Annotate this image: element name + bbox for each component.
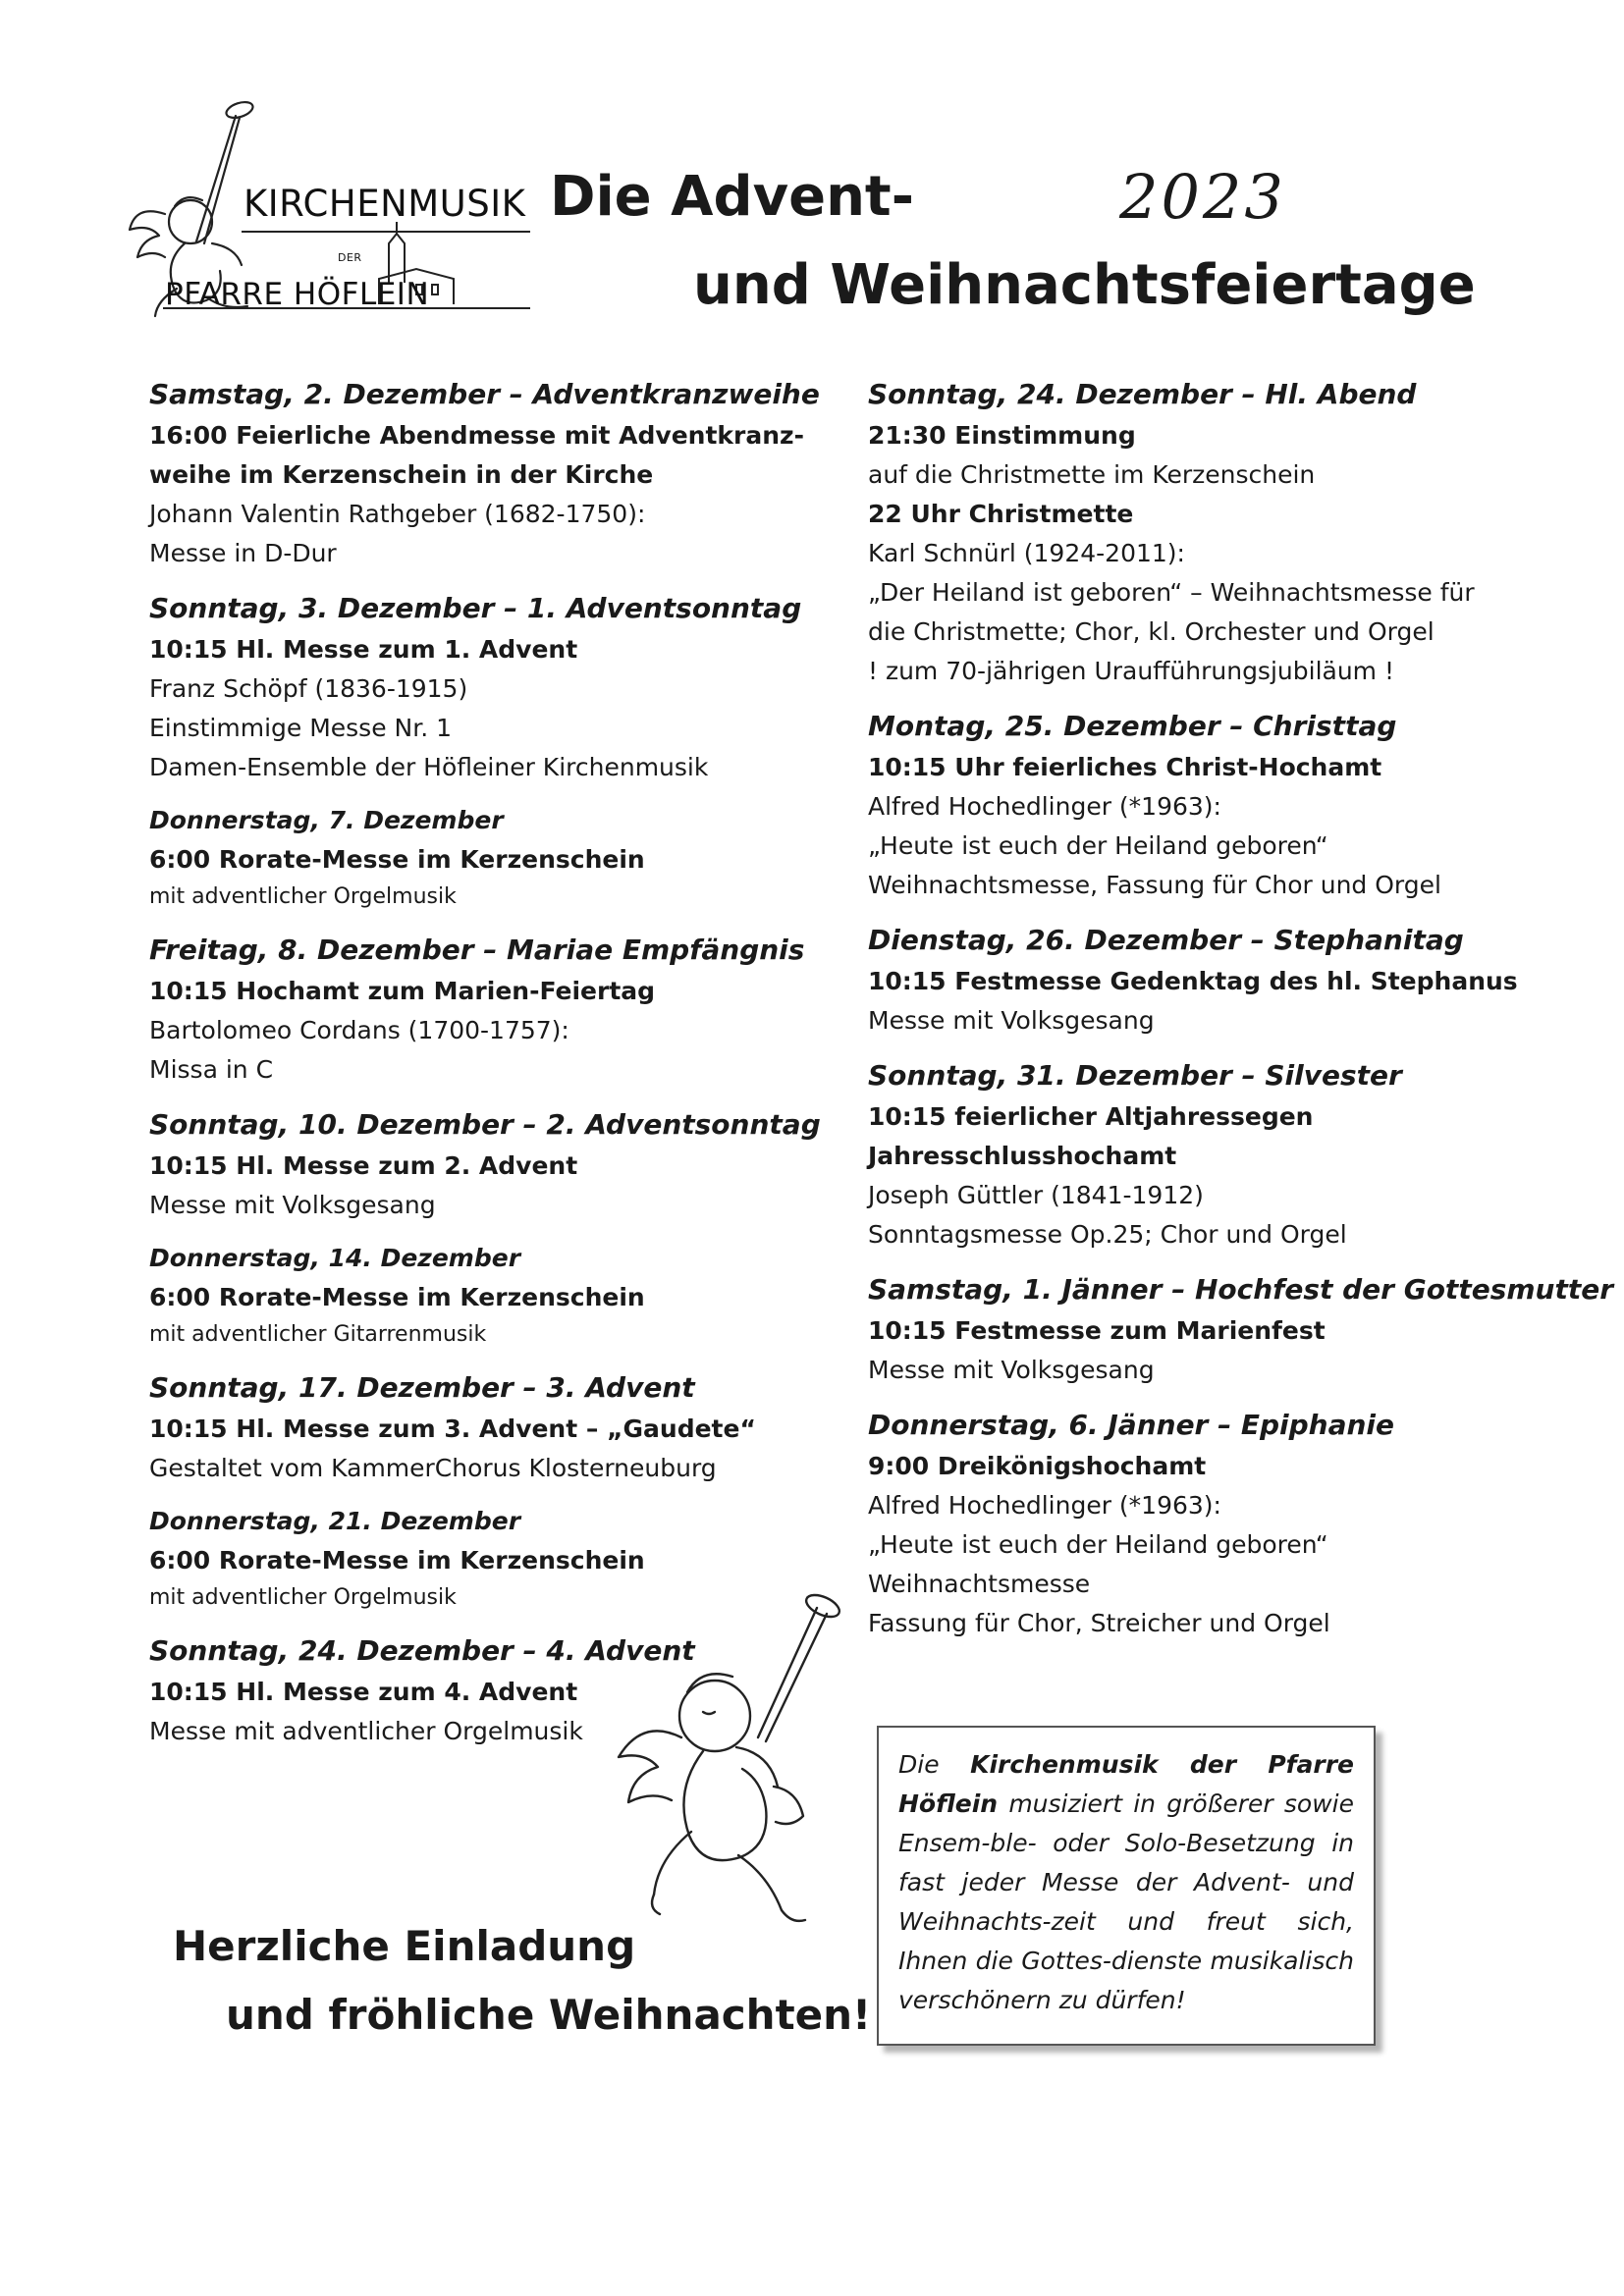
info-box-text: musiziert in größerer sowie Ensem-ble- oder Solo-Besetzung in fast jeder Messe der Advent- und Weihnachts-zeit und freut sich, Ihnen die Gottes-dienste musikalisch verschönern zu dürfen! <box>898 1789 1354 2014</box>
event-line: 10:15 Hl. Messe zum 4. Advent <box>149 1678 578 1706</box>
event-block <box>149 1239 876 1353</box>
event-block <box>868 1268 1614 1390</box>
event-line: Johann Valentin Rathgeber (1682-1750): <box>149 500 646 528</box>
event-block <box>868 1404 1595 1643</box>
event-line: auf die Christmette im Kerzenschein <box>868 460 1316 489</box>
event-line: mit adventlicher Gitarrenmusik <box>149 1322 487 1347</box>
event-line: 6:00 Rorate-Messe im Kerzenschein <box>149 1283 645 1311</box>
event-line: Messe in D-Dur <box>149 539 337 567</box>
info-box-prefix: Die <box>898 1750 971 1779</box>
event-line: Weihnachtsmesse, Fassung für Chor und Orgel <box>868 871 1441 899</box>
event-line: 6:00 Rorate-Messe im Kerzenschein <box>149 845 645 874</box>
page-title-line1: Die Advent- <box>550 165 914 229</box>
event-heading: Sonntag, 3. Dezember – 1. Adventsonntag <box>149 592 802 624</box>
event-heading: Sonntag, 31. Dezember – Silvester <box>868 1059 1402 1092</box>
event-line: Messe mit Volksgesang <box>868 1006 1155 1035</box>
event-line: 10:15 Uhr feierliches Christ-Hochamt <box>868 753 1382 781</box>
event-block <box>149 1366 876 1488</box>
event-line: „Heute ist euch der Heiland geboren“ <box>868 1530 1328 1559</box>
event-line: mit adventlicher Orgelmusik <box>149 884 457 909</box>
event-block <box>868 705 1595 905</box>
event-block <box>868 1054 1595 1255</box>
event-line: 16:00 Feierliche Abendmesse mit Adventkranz- <box>149 421 804 450</box>
event-line: 10:15 feierlicher Altjahressegen <box>868 1102 1314 1131</box>
event-block <box>149 801 876 915</box>
event-heading: Sonntag, 24. Dezember – Hl. Abend <box>868 378 1417 410</box>
event-line: Weihnachtsmesse <box>868 1570 1091 1598</box>
event-heading: Donnerstag, 21. Dezember <box>149 1507 521 1535</box>
event-line: Alfred Hochedlinger (*1963): <box>868 1491 1221 1520</box>
event-heading: Dienstag, 26. Dezember – Stephanitag <box>868 924 1464 956</box>
event-line: Joseph Güttler (1841-1912) <box>868 1181 1204 1209</box>
event-heading: Sonntag, 24. Dezember – 4. Advent <box>149 1634 695 1667</box>
invitation-line2: und fröhliche Weihnachten! <box>226 1991 872 2039</box>
event-heading: Donnerstag, 14. Dezember <box>149 1244 521 1272</box>
event-line: ! zum 70-jährigen Uraufführungsjubiläum ! <box>868 657 1394 685</box>
event-line: weihe im Kerzenschein in der Kirche <box>149 460 654 489</box>
logo-text-pfarre: PFARRE HÖFLEIN <box>165 277 430 312</box>
logo-text-kirchenmusik: KIRCHENMUSIK <box>244 183 526 225</box>
event-heading: Donnerstag, 6. Jänner – Epiphanie <box>868 1409 1395 1441</box>
event-line: 10:15 Hochamt zum Marien-Feiertag <box>149 977 656 1005</box>
event-line: Einstimmige Messe Nr. 1 <box>149 714 453 742</box>
event-line: Messe mit adventlicher Orgelmusik <box>149 1717 583 1745</box>
event-line: mit adventlicher Orgelmusik <box>149 1585 457 1610</box>
event-line: Gestaltet vom KammerChorus Klosterneuburg <box>149 1454 717 1482</box>
event-line: Alfred Hochedlinger (*1963): <box>868 792 1221 821</box>
event-line: 9:00 Dreikönigshochamt <box>868 1452 1207 1480</box>
event-heading: Donnerstag, 7. Dezember <box>149 806 504 834</box>
event-heading: Freitag, 8. Dezember – Mariae Empfängnis <box>149 934 805 966</box>
event-line: Messe mit Volksgesang <box>149 1191 436 1219</box>
event-line: Bartolomeo Cordans (1700-1757): <box>149 1016 569 1044</box>
event-line: 10:15 Hl. Messe zum 3. Advent – „Gaudete“ <box>149 1415 756 1443</box>
page-year: 2023 <box>1119 161 1286 233</box>
schedule-right-column <box>868 373 1614 1657</box>
event-line: Fassung für Chor, Streicher und Orgel <box>868 1609 1330 1637</box>
event-heading: Sonntag, 10. Dezember – 2. Adventsonntag <box>149 1108 821 1141</box>
event-line: 10:15 Hl. Messe zum 2. Advent <box>149 1151 578 1180</box>
event-heading: Montag, 25. Dezember – Christtag <box>868 710 1397 742</box>
invitation-line1: Herzliche Einladung <box>173 1922 636 1970</box>
event-line: Damen-Ensemble der Höfleiner Kirchenmusik <box>149 753 709 781</box>
event-line: 10:15 Festmesse zum Marienfest <box>868 1316 1326 1345</box>
event-block <box>149 929 876 1090</box>
event-line: Jahresschlusshochamt <box>868 1142 1177 1170</box>
event-heading: Sonntag, 17. Dezember – 3. Advent <box>149 1371 695 1404</box>
event-line: die Christmette; Chor, kl. Orchester und Orgel <box>868 617 1435 646</box>
event-heading: Samstag, 1. Jänner – Hochfest der Gottesmutter <box>868 1273 1614 1306</box>
event-block <box>149 587 876 787</box>
event-block <box>149 373 876 573</box>
event-line: Messe mit Volksgesang <box>868 1356 1155 1384</box>
page-title-line2: und Weihnachtsfeiertage <box>693 253 1476 317</box>
event-heading: Samstag, 2. Dezember – Adventkranzweihe <box>149 378 820 410</box>
event-line: Sonntagsmesse Op.25; Chor und Orgel <box>868 1220 1347 1249</box>
event-line: 21:30 Einstimmung <box>868 421 1136 450</box>
event-line: Karl Schnürl (1924-2011): <box>868 539 1185 567</box>
event-line: „Der Heiland ist geboren“ – Weihnachtsmesse für <box>868 578 1475 607</box>
info-box <box>877 1726 1376 2046</box>
event-line: 22 Uhr Christmette <box>868 500 1134 528</box>
event-line: 10:15 Festmesse Gedenktag des hl. Stephanus <box>868 967 1518 995</box>
schedule-left-column <box>149 373 876 1765</box>
event-block <box>868 919 1595 1041</box>
logo <box>126 96 548 332</box>
event-block <box>868 373 1595 691</box>
event-line: 10:15 Hl. Messe zum 1. Advent <box>149 635 578 664</box>
event-line: „Heute ist euch der Heiland geboren“ <box>868 831 1328 860</box>
info-box-bold: Kirchenmusik der Pfarre Höflein <box>898 1750 1354 1818</box>
angel-trumpet-icon <box>609 1590 849 1963</box>
event-line: Franz Schöpf (1836-1915) <box>149 674 468 703</box>
event-block <box>149 1103 876 1225</box>
logo-text-der: DER <box>338 251 362 264</box>
event-line: 6:00 Rorate-Messe im Kerzenschein <box>149 1546 645 1575</box>
event-line: Missa in C <box>149 1055 274 1084</box>
